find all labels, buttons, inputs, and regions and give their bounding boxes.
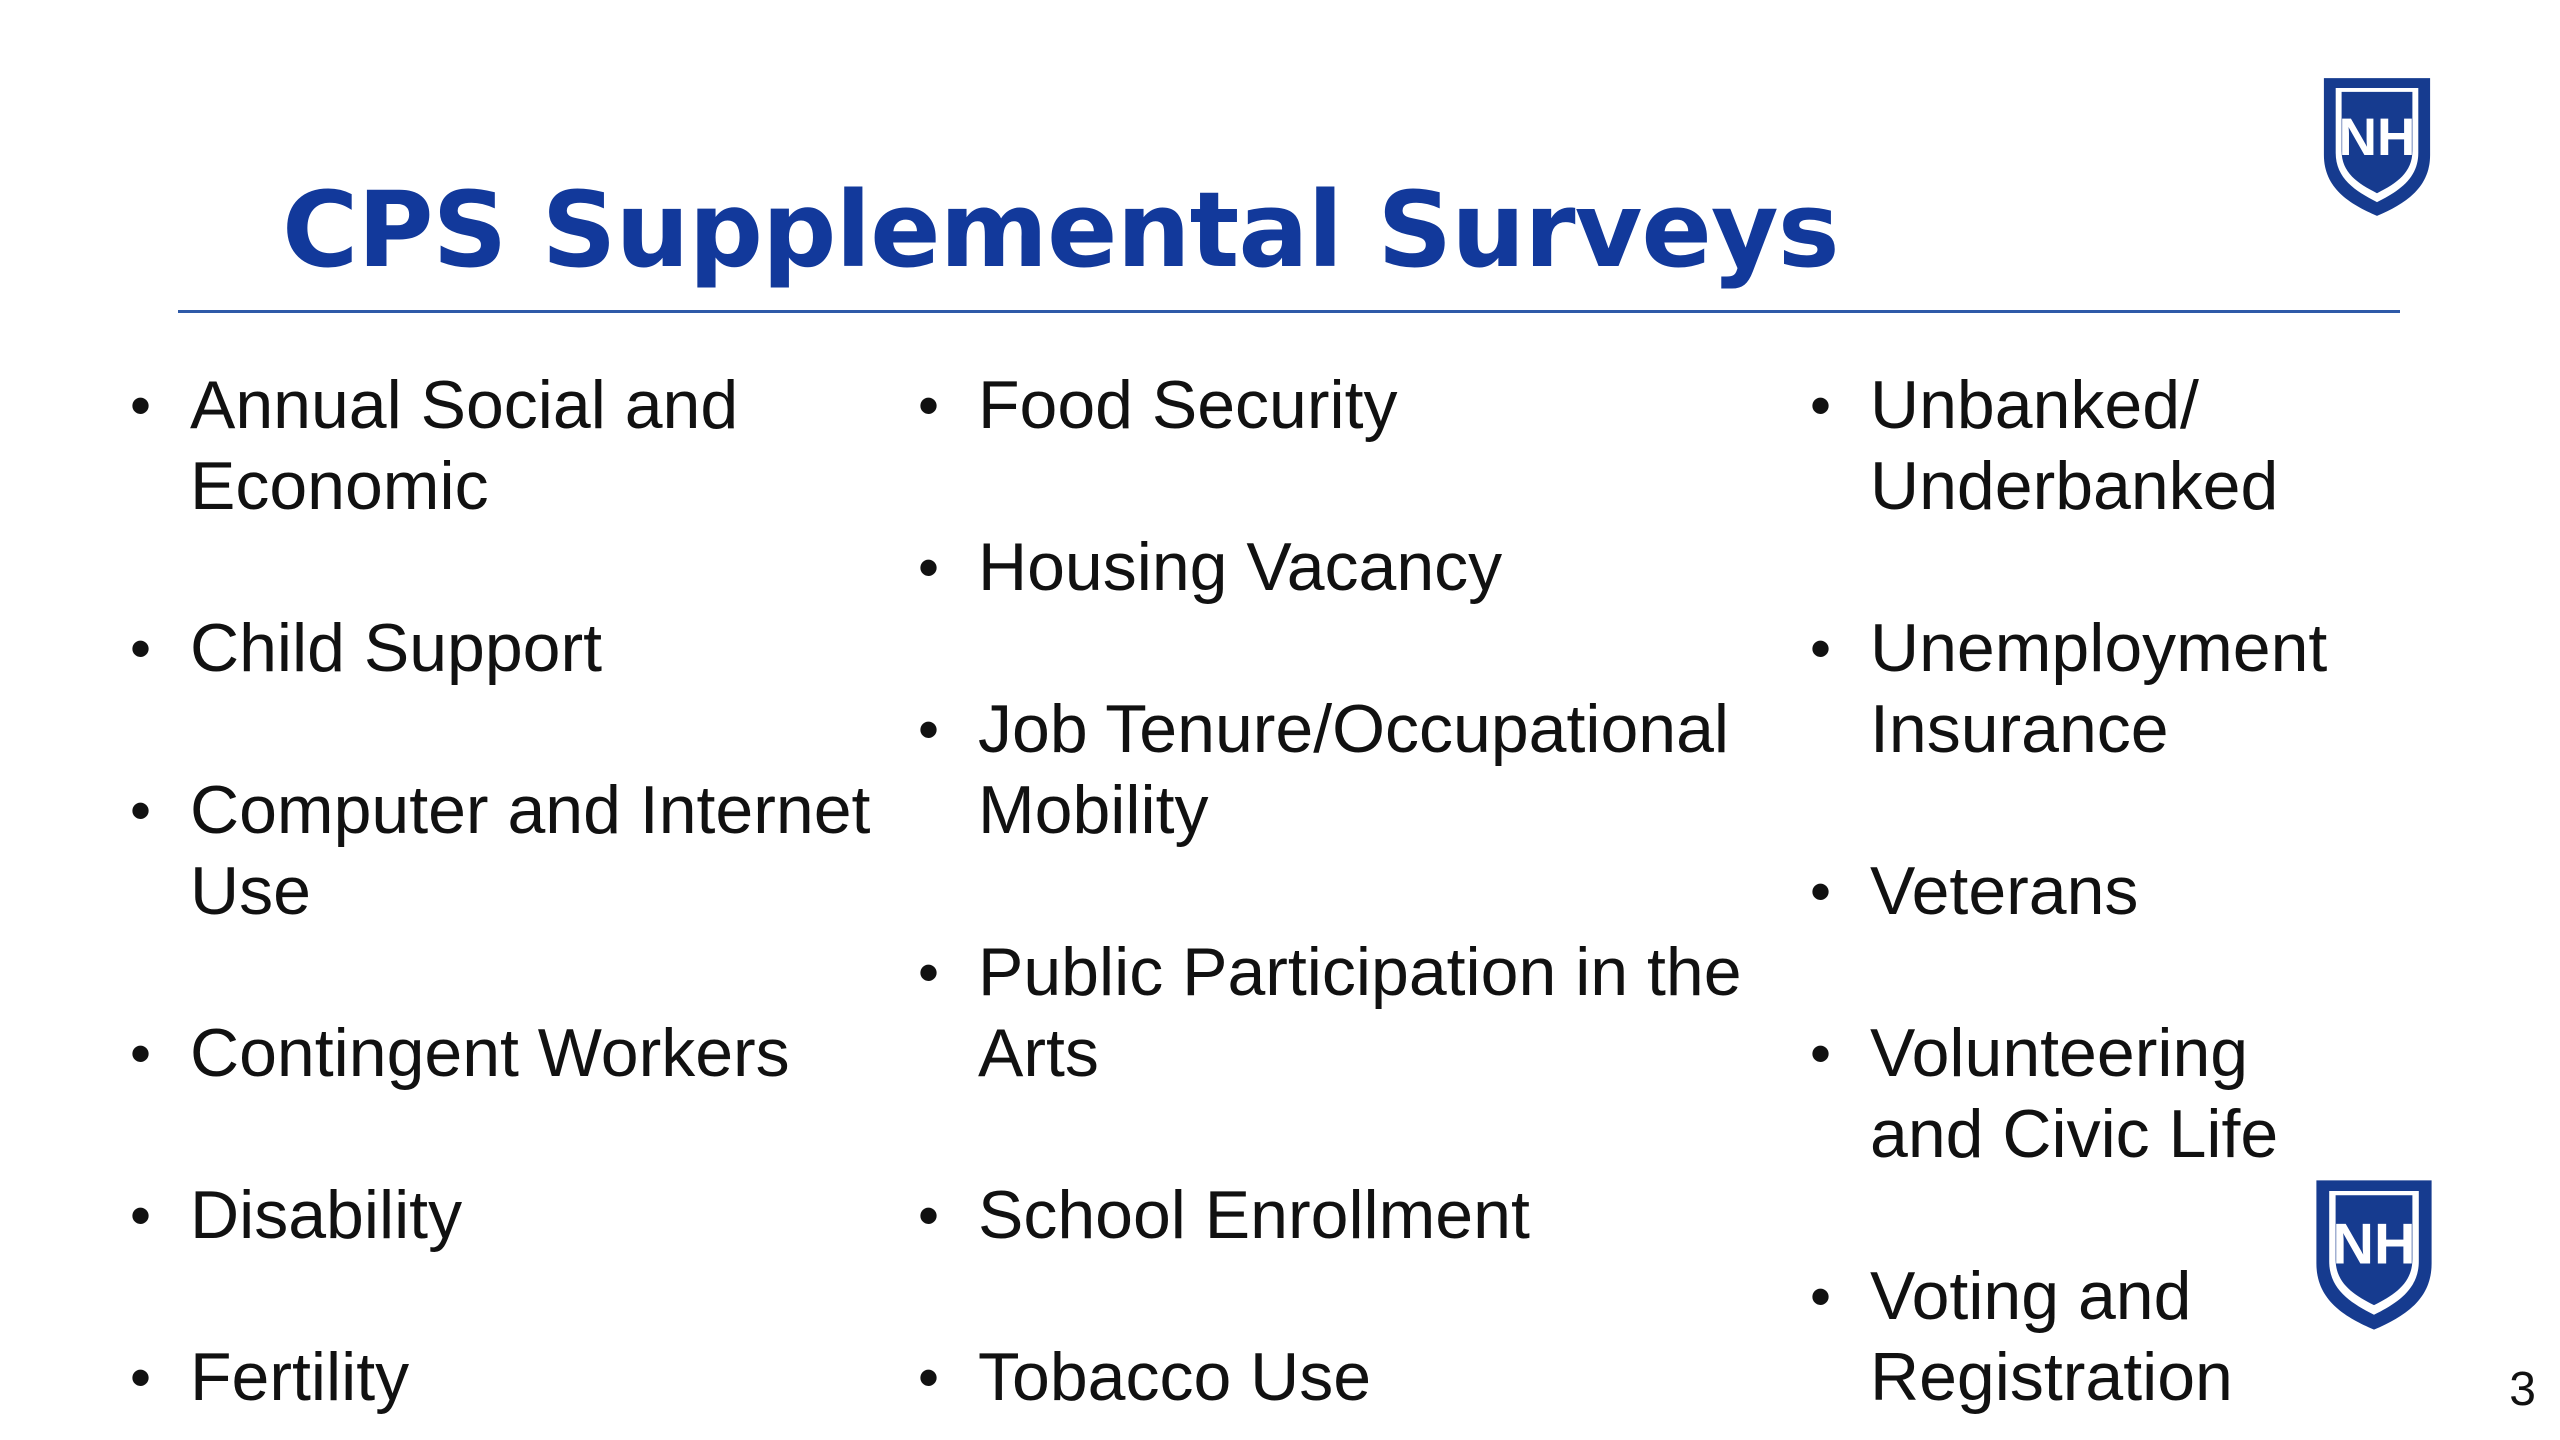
page-number: 3	[2509, 1363, 2536, 1416]
list-item: • Unbanked/ Underbanked	[1810, 367, 2279, 524]
list-item: • Food Security	[918, 367, 1398, 443]
list-item: • School Enrollment	[918, 1177, 1530, 1253]
logo-lettering-bottom: NH	[2332, 1212, 2416, 1277]
title-divider	[178, 310, 2400, 313]
list-item: • Tobacco Use	[918, 1339, 1372, 1415]
list-item: • Job Tenure/Occupational Mobility	[918, 691, 1730, 848]
list-item: • Annual Social and Economic	[130, 367, 739, 524]
list-item: • Housing Vacancy	[918, 529, 1503, 605]
unh-shield-logo-top	[2318, 74, 2436, 220]
list-item: • Public Participation in the Arts	[918, 934, 1742, 1091]
list-item: • Disability	[130, 1177, 463, 1253]
list-item: • Voting and Registration	[1810, 1258, 2233, 1415]
list-item: • Contingent Workers	[130, 1015, 790, 1091]
survey-list-column-2	[918, 365, 1798, 1418]
list-item: • Veterans	[1810, 853, 2139, 929]
logo-lettering-top: NH	[2338, 107, 2416, 167]
list-item: • Fertility	[130, 1339, 410, 1415]
list-item: • Computer and Internet Use	[130, 772, 871, 929]
slide-title: CPS Supplemental Surveys	[282, 169, 1839, 291]
unh-shield-logo-bottom	[2310, 1176, 2438, 1334]
list-item: • Unemployment Insurance	[1810, 610, 2328, 767]
list-item: • Volunteering and Civic Life	[1810, 1015, 2279, 1172]
survey-list-column-1	[130, 365, 930, 1418]
survey-list-column-3	[1810, 365, 2370, 1418]
list-item: • Child Support	[130, 610, 603, 686]
